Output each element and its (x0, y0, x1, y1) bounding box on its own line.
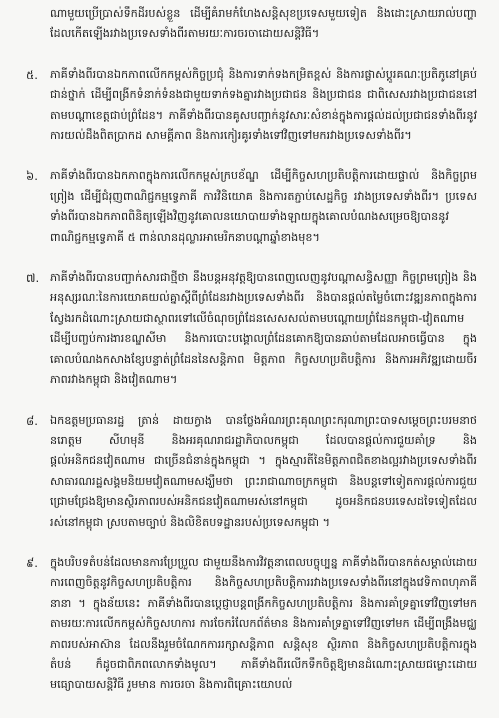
article-5 (26, 65, 477, 147)
article-text: ភាគីទាំងពីរបានឯកភាពក្នុងការលើកកម្ពស់ក្របខ័ណ្ឌ ដើម្បីកិច្ចសហប្រតិបត្តិការដោយផ្ទាល់ និងកិច្ចព្រមព្រៀង ដើម្បីជំរុញពាណិជ្ជកម្មទ្វេភាគី ការវិនិយោគ និងការតភ្ជាប់សេដ្ឋកិច្ច រវាងប្រទេសទាំងពីរ។ ប្រទេសទាំងពីរបានឯកភាពពិនិត្យឡើងវិញនូវគោលនយោបាយទាំងឡាយក្នុងគោលបំណងសម្រេចឱ្យបាននូវពាណិជ្ជកម្មទ្វេភាគី ៥ ពាន់លានដុល្លារអាមេរិកនាបណ្តាឆ្នាំខាងមុខ។ (50, 169, 477, 244)
article-9 (26, 553, 477, 696)
article-text: ក្នុងបរិបទតំបន់ដែលមានការប្រែប្រួល ជាមួយនឹងការវិវត្តនាពេលបច្ចុប្បន្ន ភាគីទាំងពីរបានកត់សម្គាល់ដោយការពេញចិត្តនូវកិច្ចសហប្រតិបត្តិការ និងកិច្ចសហប្រតិបត្តិការរវាងប្រទេសទាំងពីរនៅក្នុងវេទិកាពហុភាគីនានា ។ ក្នុងន័យនេះ ភាគីទាំងពីរបានប្តេជ្ញាបន្តពង្រីកកិច្ចសហប្រតិបត្តិការ និងការគាំទ្រគ្នាទៅវិញទៅមក តាមរយៈការលើកកម្ពស់កិច្ចសហការ ការចែករំលែកព័ត៌មាន និងការគាំទ្រគ្នាទៅវិញទៅមក ដើម្បីពង្រឹងមជ្ឈភាពរបស់អាស៊ាន ដែលនឹងរួមចំណែកការរក្សាសន្តិភាព សន្តិសុខ ស្ថិរភាព និងកិច្ចសហប្រតិបត្តិការក្នុងតំបន់ ក៏ដូចជាពិភពលោកទាំងមូល។ ភាគីទាំងពីរលើកទឹកចិត្តឱ្យមានដំណោះស្រាយជម្លោះដោយមធ្យោបាយសន្តិវិធី រួមមាន ការចរចា និងការពិគ្រោះយោបល់ (50, 555, 477, 692)
intro-paragraph: ណាមួយប្រើប្រាស់ទឹកដីរបស់ខ្លួន ដើម្បីគំរាមកំហែងសន្តិសុខប្រទេសមួយទៀត និងដោះស្រាយរាល់បញ្ហាដែលកើតឡើងរវាងប្រទេសទាំងពីរតាមរយៈការចរចាដោយសន្តិវិធី។ (50, 7, 477, 41)
article-8 (26, 411, 477, 533)
article-number: ៦. (26, 169, 38, 184)
article-number: ៥. (26, 67, 38, 82)
article-text: ភាគីទាំងពីរបានបញ្ជាក់សារជាថ្មីថា នឹងបន្តអនុវត្តឱ្យបានពេញលេញនូវបណ្តាសន្ធិសញ្ញា កិច្ចព្រមព្រៀង និងអនុស្សរណៈនៃការយោគយល់គ្នាស្តីពីព្រំដែនរវាងប្រទេសទាំងពីរ និងបានផ្តល់តម្លៃចំពោះវឌ្ឍនភាពក្នុងការស្វែងរកដំណោះស្រាយជាស្ថាពរទៅលើចំណុចព្រំដែនសេសសល់តាមបណ្តោយព្រំដែនកម្ពុជា-វៀតណាម ដើម្បីបញ្ចប់ការងារខណ្ឌសីមា និងការបោះបង្គោលព្រំដែនគោកឱ្យបានឆាប់តាមដែលអាចធ្វើបាន ក្នុងគោលបំណងកសាងខ្សែបន្ទាត់ព្រំដែននៃសន្តិភាព មិត្តភាព កិច្ចសហប្រតិបត្តិការ និងការអភិវឌ្ឍដោយចីរភាពរវាងកម្ពុជា និងវៀតណាម។ (50, 271, 477, 387)
article-7 (26, 268, 477, 390)
article-6 (26, 166, 477, 248)
article-number: ៧. (26, 271, 40, 286)
article-number: ៩. (26, 555, 38, 570)
article-text: ឯកឧត្តមប្រធានរដ្ឋ ត្រាន់ ដាយក្វាង បានថ្លែងអំណរព្រះគុណព្រះករុណាព្រះបាទសម្តេចព្រះបរមនាថ នរោត្តម សីហមុនី និងអរគុណរាជរដ្ឋាភិបាលកម្ពុជា ដែលបានផ្តល់ការជួយគាំទ្រ និងផ្តល់អនិកជនវៀតណាម ជាច្រើនជំនាន់ក្នុងកម្ពុជា ។ ក្នុងស្មារតីនៃមិត្តភាពជិតខាងល្អរវាងប្រទេសទាំងពីរ សាធារណរដ្ឋសង្គមនិយមវៀតណាមសង្ឃឹមថា ព្រះរាជាណាចក្រកម្ពុជា និងបន្តទៅទៀតការផ្តល់ការជួយជ្រោមជ្រែងឱ្យមានស្ថិរភាពរបស់អនិកជនវៀតណាមរស់នៅកម្ពុជា ដូចអនិកជនបរទេសដទៃទៀតដែលរស់នៅកម្ពុជា ស្របតាមច្បាប់ និងលិខិតបទដ្ឋានរបស់ប្រទេសកម្ពុជា ។ (50, 413, 477, 529)
article-number: ៨. (26, 413, 38, 428)
article-text: ភាគីទាំងពីរបានឯកភាពលើកកម្ពស់កិច្ចប្រជុំ និងការទាក់ទងកម្រិតខ្ពស់ និងការផ្លាស់ប្តូរគណៈប្រតិភូនៅគ្រប់ជាន់ថ្នាក់ ដើម្បីពង្រីកទំនាក់ទំនងជាមួយទាក់ទងគ្នារវាងប្រជាជន និងប្រជាជន ជាពិសេសរវាងប្រជាជននៅតាមបណ្តាខេត្តជាប់ព្រំដែន។ ភាគីទាំងពីរបានគូសបញ្ជាក់នូវសារៈសំខាន់ក្នុងការផ្តល់ដល់ប្រជាជនទាំងពីរនូវការយល់ដឹងពិតប្រាកដ សាមគ្គីភាព និងការកៀរគូរទាំងទៅវិញទៅមករវាងប្រទេសទាំងពីរ។ (50, 67, 477, 143)
